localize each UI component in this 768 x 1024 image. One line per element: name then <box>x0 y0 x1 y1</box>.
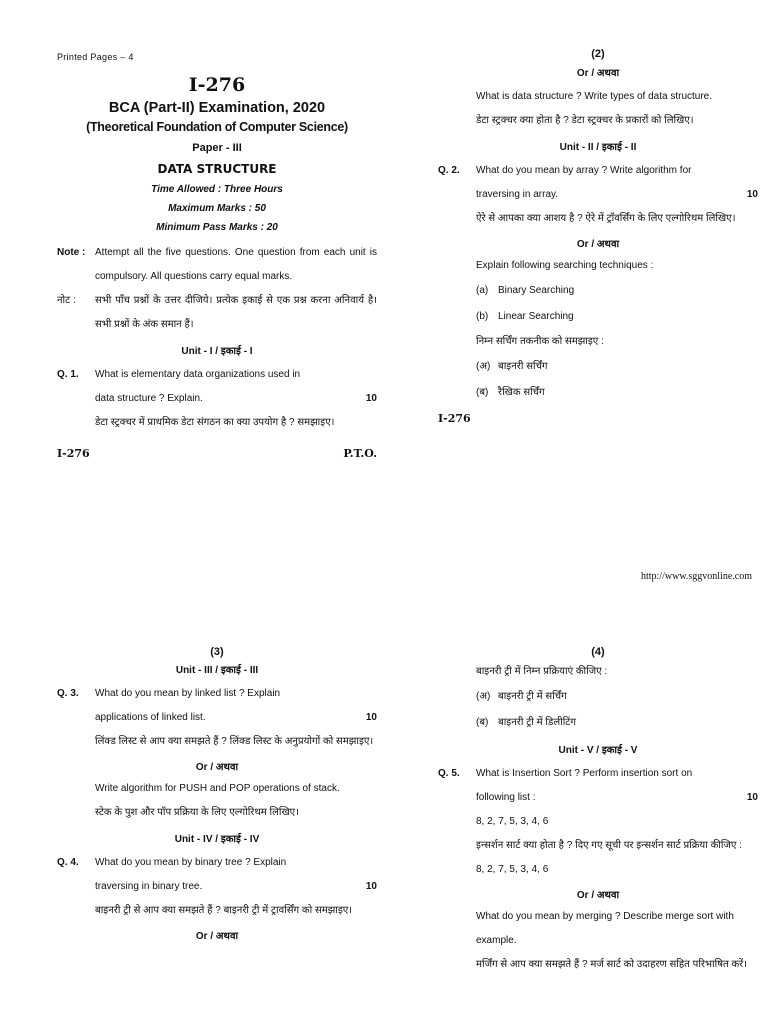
question-5-hindi-list: 8, 2, 7, 5, 3, 4, 6 <box>476 864 549 875</box>
marks: 10 <box>365 712 377 723</box>
marks: 10 <box>746 792 758 803</box>
list-item: (a) Binary Searching <box>476 285 575 296</box>
question-text-cont: applications of linked list. <box>95 712 206 723</box>
exam-title: BCA (Part-II) Examination, 2020 <box>108 100 326 116</box>
exam-page-4 <box>438 646 758 977</box>
question-label: Q. 4. <box>57 857 79 868</box>
paper-code: I-276 <box>188 74 246 96</box>
question-2-alt: Explain following searching techniques : <box>476 260 654 271</box>
course-title: DATA STRUCTURE <box>157 162 277 176</box>
question-2 <box>438 159 758 183</box>
maximum-marks: Maximum Marks : 50 <box>168 203 266 214</box>
question-label: Q. 2. <box>438 165 460 176</box>
list-item: (ब) बाइनरी ट्री में डिलीटिंग <box>476 717 576 728</box>
question-1-alt: What is data structure ? Write types of data structure. <box>476 91 713 102</box>
or-divider: Or / अथवा <box>576 68 620 79</box>
subject-title: (Theoretical Foundation of Computer Science) <box>86 120 348 134</box>
question-5 <box>438 762 758 786</box>
question-text-cont: traversing in array. <box>476 189 559 200</box>
paper-number: Paper - III <box>192 142 242 154</box>
question-text-cont: data structure ? Explain. <box>95 393 203 404</box>
question-5-alt-hindi: मर्जिंग से आप क्या समझते हैं ? मर्ज सार्ट को उदाहरण सहित परिभाषित करें। <box>476 959 748 970</box>
unit-heading-2: Unit - II / इकाई - II <box>559 142 637 153</box>
note-hindi-text: सभी पाँच प्रश्नों के उत्तर दीजिये। प्रत्येक इकाई से एक प्रश्न करना अनिवार्य है। सभी प्रश्नों के अंक समान हैं। <box>95 295 377 330</box>
note-label: Note : <box>57 247 86 258</box>
page-footer <box>438 412 758 425</box>
or-divider: Or / अथवा <box>576 890 620 901</box>
or-divider: Or / अथवा <box>195 762 239 773</box>
unit-heading-5: Unit - V / इकाई - V <box>558 745 638 756</box>
question-4 <box>57 851 377 875</box>
marks: 10 <box>365 393 377 404</box>
question-text: What do you mean by array ? Write algorithm for <box>476 165 692 176</box>
question-3 <box>57 682 377 706</box>
question-1-alt-hindi: डेटा स्ट्रक्चर क्या होता है ? डेटा स्ट्रक्चर के प्रकारों को लिखिए। <box>476 115 694 126</box>
question-3-alt-hindi: स्टेक के पुश और पॉप प्रक्रिया के लिए एल्गोरिथम लिखिए। <box>95 807 300 818</box>
footer-pto: P.T.O. <box>343 447 377 460</box>
question-text: What do you mean by linked list ? Explain <box>95 688 281 699</box>
question-1-hindi: डेटा स्ट्रक्चर में प्राथमिक डेटा संगठन का क्या उपयोग है ? समझाइए। <box>95 417 335 428</box>
page-number: (2) <box>591 48 605 60</box>
note-hindi-label: नोट : <box>57 295 76 306</box>
page-number: (3) <box>210 646 224 658</box>
page-footer <box>57 447 377 460</box>
question-label: Q. 5. <box>438 768 460 779</box>
question-text: What is elementary data organizations used in <box>95 369 301 380</box>
question-text: What is Insertion Sort ? Perform insertion sort on <box>476 768 693 779</box>
note-text: Attempt all the five questions. One question from each unit is compulsory. All questions carry equal marks. <box>95 247 377 282</box>
exam-page-2 <box>438 48 758 425</box>
unit-heading-1: Unit - I / इकाई - I <box>181 346 253 357</box>
page-number: (4) <box>591 646 605 658</box>
watermark-link[interactable]: http://www.sggvonline.com <box>640 571 752 582</box>
question-3-hindi: लिंक्ड लिस्ट से आप क्या समझते हैं ? लिंक्ड लिस्ट के अनुप्रयोगों को समझाइए। <box>95 736 374 747</box>
note-english <box>57 241 377 289</box>
question-1 <box>57 363 377 387</box>
footer-code: I-276 <box>57 447 90 460</box>
question-3-alt: Write algorithm for PUSH and POP operations of stack. <box>95 783 340 794</box>
list-item: (ब) रैखिक सर्चिंग <box>476 387 545 398</box>
list-item: (अ) बाइनरी ट्री में सर्चिंग <box>476 691 567 702</box>
question-4-line-2 <box>57 875 377 899</box>
question-2-line-2 <box>438 183 758 207</box>
or-divider: Or / अथवा <box>195 931 239 942</box>
question-5-hindi: इन्सर्शन सार्ट क्या होता है ? दिए गए सूची पर इन्सर्शन सार्ट प्रक्रिया कीजिए : <box>476 840 742 851</box>
printed-pages: Printed Pages – 4 <box>57 52 134 62</box>
question-5-line-2 <box>438 786 758 810</box>
question-4-hindi: बाइनरी ट्री से आप क्या समझते हैं ? बाइनरी ट्री में ट्रावर्सिंग को समझाइए। <box>95 905 353 916</box>
exam-page-1 <box>57 48 377 460</box>
list-item: (अ) बाइनरी सर्चिंग <box>476 361 548 372</box>
question-text-cont: traversing in binary tree. <box>95 881 203 892</box>
question-text: What do you mean by binary tree ? Explain <box>95 857 287 868</box>
question-label: Q. 1. <box>57 369 79 380</box>
question-5-alt: What do you mean by merging ? Describe merge sort with example. <box>476 911 734 946</box>
marks: 10 <box>746 189 758 200</box>
or-divider: Or / अथवा <box>576 239 620 250</box>
note-hindi <box>57 289 377 337</box>
minimum-pass-marks: Minimum Pass Marks : 20 <box>156 222 278 233</box>
question-3-line-2 <box>57 706 377 730</box>
question-2-alt-hindi: निम्न सर्चिंग तकनीक को समझाइए : <box>476 336 604 347</box>
marks: 10 <box>365 881 377 892</box>
footer-code: I-276 <box>438 412 471 425</box>
question-1-line-2 <box>57 387 377 411</box>
question-5-list: 8, 2, 7, 5, 3, 4, 6 <box>476 816 549 827</box>
time-allowed: Time Allowed : Three Hours <box>151 184 283 195</box>
list-item: (b) Linear Searching <box>476 311 574 322</box>
question-4-alt-hindi: बाइनरी ट्री में निम्न प्रक्रियाएं कीजिए : <box>476 666 608 677</box>
question-text-cont: following list : <box>476 792 536 803</box>
question-label: Q. 3. <box>57 688 79 699</box>
unit-heading-3: Unit - III / इकाई - III <box>175 665 259 676</box>
exam-page-3 <box>57 646 377 942</box>
question-2-hindi: ऐरे से आपका क्या आशय है ? ऐरे में ट्रॉवर्सिंग के लिए एल्गोरिथम लिखिए। <box>476 213 736 224</box>
unit-heading-4: Unit - IV / इकाई - IV <box>174 834 260 845</box>
